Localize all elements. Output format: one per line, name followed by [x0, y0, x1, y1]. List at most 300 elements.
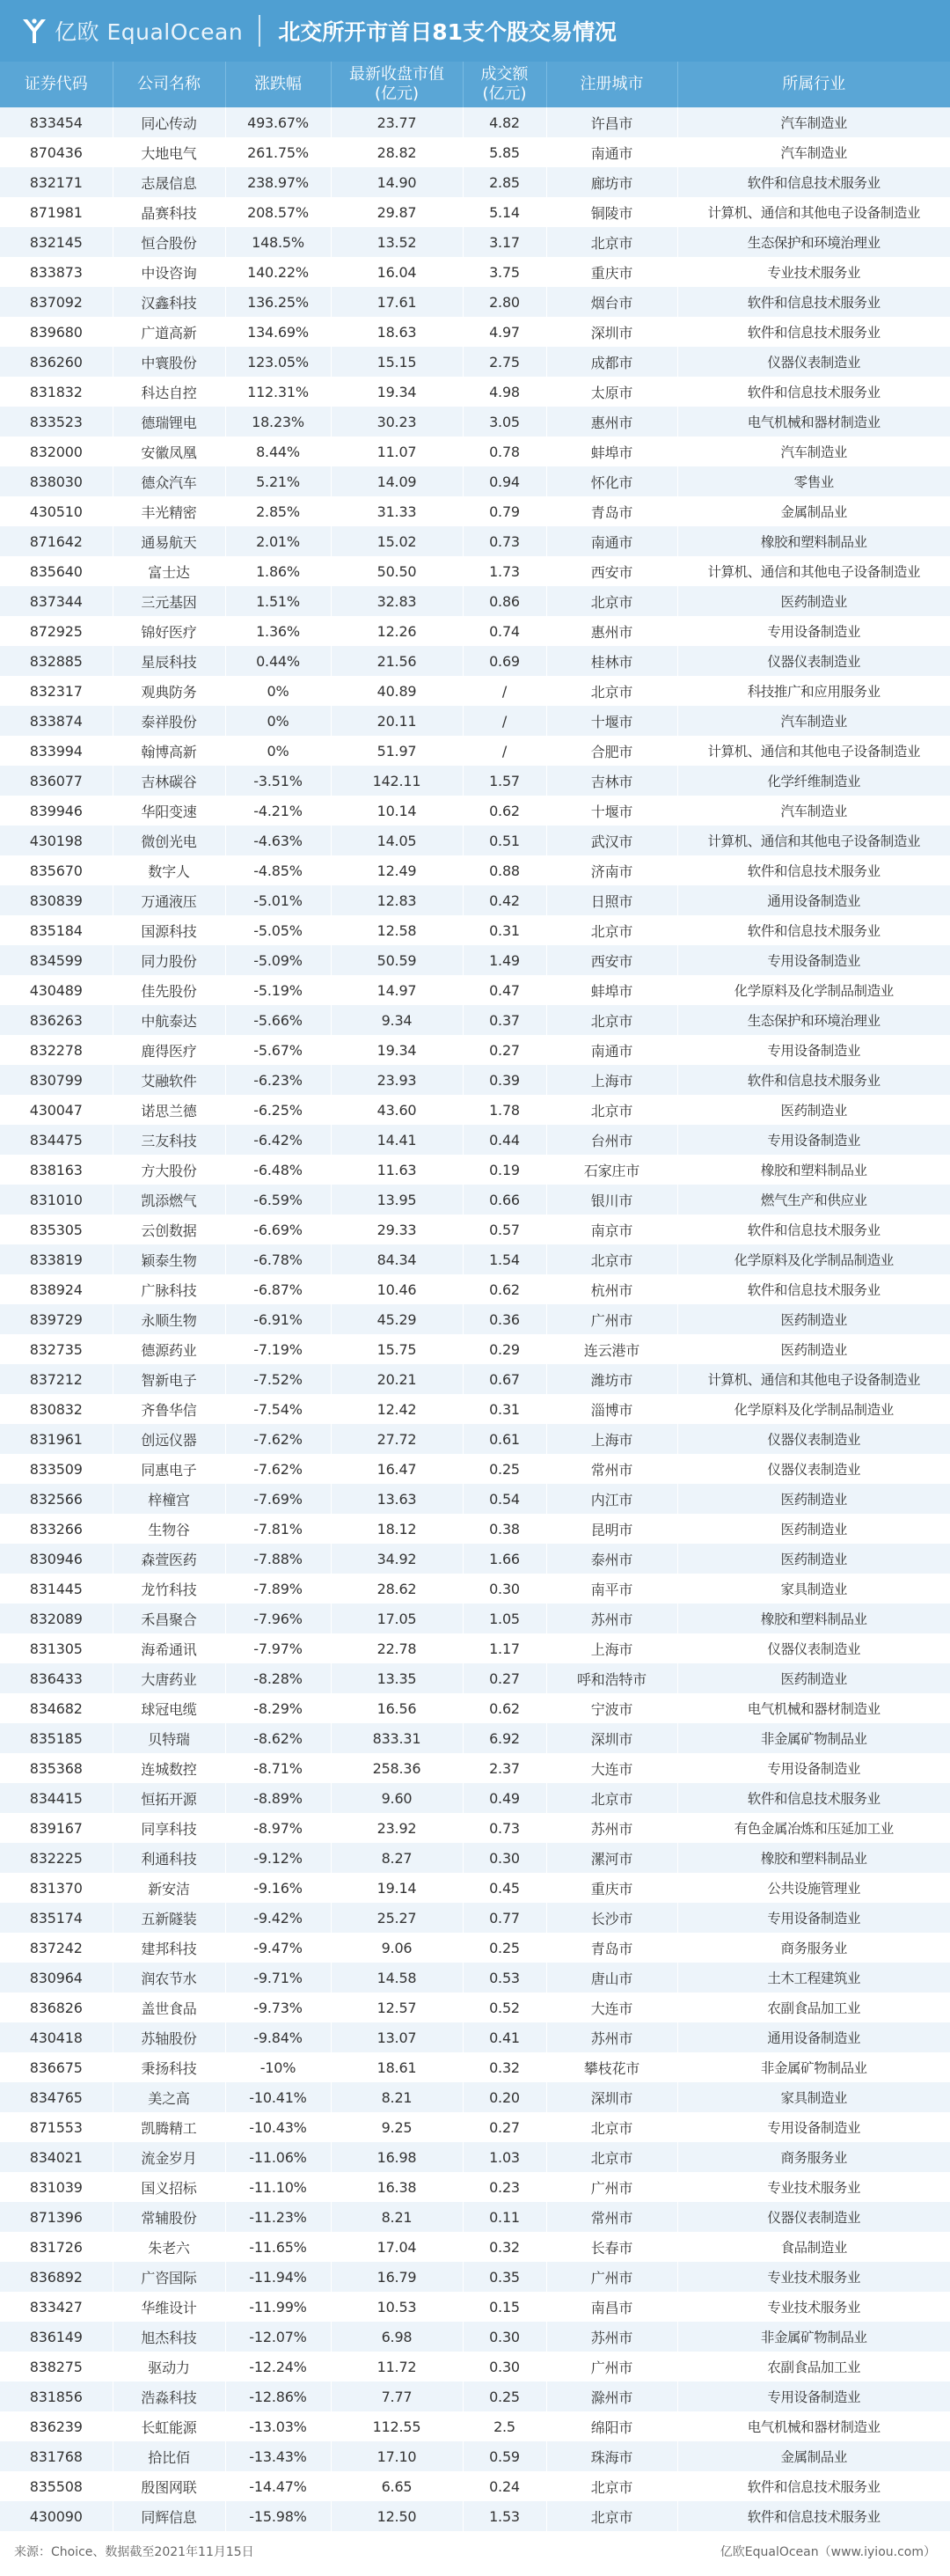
- cell-code: 839680: [0, 317, 113, 347]
- cell-company: 恒合股份: [113, 227, 225, 257]
- cell-company: 凯添燃气: [113, 1185, 225, 1215]
- cell-industry: 专用设备制造业: [677, 1753, 950, 1783]
- cell-company: 苏轴股份: [113, 2022, 225, 2052]
- credit-note: 亿欧EqualOcean（www.iyiou.com）: [720, 2544, 936, 2559]
- cell-turnover: 0.69: [463, 646, 546, 676]
- cell-city: 十堰市: [546, 796, 677, 826]
- cell-industry: 专业技术服务业: [677, 2262, 950, 2292]
- cell-turnover: 2.80: [463, 287, 546, 317]
- cell-industry: 软件和信息技术服务业: [677, 1274, 950, 1304]
- cell-city: 重庆市: [546, 1873, 677, 1903]
- cell-turnover: 0.25: [463, 1454, 546, 1484]
- cell-market-cap: 16.79: [331, 2262, 463, 2292]
- cell-company: 拾比佰: [113, 2441, 225, 2471]
- cell-code: 833509: [0, 1454, 113, 1484]
- title-banner: [0, 0, 950, 62]
- table-row: [0, 137, 950, 167]
- table-row: [0, 1873, 950, 1903]
- cell-market-cap: 14.09: [331, 466, 463, 496]
- cell-company: 连城数控: [113, 1753, 225, 1783]
- cell-code: 831445: [0, 1574, 113, 1604]
- table-row: [0, 2382, 950, 2411]
- cell-city: 青岛市: [546, 496, 677, 526]
- cell-industry: 橡胶和塑料制品业: [677, 526, 950, 556]
- cell-company: 泰祥股份: [113, 706, 225, 736]
- cell-industry: 电气机械和器材制造业: [677, 407, 950, 437]
- table-row: [0, 2441, 950, 2471]
- table-row: [0, 526, 950, 556]
- cell-city: 上海市: [546, 1424, 677, 1454]
- cell-company: 创远仪器: [113, 1424, 225, 1454]
- table-row: [0, 1215, 950, 1244]
- table-row: [0, 437, 950, 466]
- cell-market-cap: 9.25: [331, 2112, 463, 2142]
- cell-change: -6.25%: [225, 1095, 331, 1125]
- cell-change: 123.05%: [225, 347, 331, 377]
- cell-city: 北京市: [546, 2112, 677, 2142]
- cell-turnover: 0.30: [463, 1843, 546, 1873]
- cell-code: 837344: [0, 586, 113, 616]
- cell-city: 台州市: [546, 1125, 677, 1155]
- cell-market-cap: 15.02: [331, 526, 463, 556]
- cell-city: 太原市: [546, 377, 677, 407]
- table-row: [0, 107, 950, 137]
- table-row: [0, 2052, 950, 2082]
- cell-turnover: 0.31: [463, 1394, 546, 1424]
- cell-code: 831039: [0, 2172, 113, 2202]
- cell-code: 835185: [0, 1723, 113, 1753]
- stock-table: [0, 62, 950, 2531]
- table-row: [0, 1783, 950, 1813]
- cell-company: 国义招标: [113, 2172, 225, 2202]
- cell-company: 德源药业: [113, 1334, 225, 1364]
- cell-city: 北京市: [546, 915, 677, 945]
- cell-turnover: 0.27: [463, 2112, 546, 2142]
- cell-market-cap: 22.78: [331, 1633, 463, 1663]
- cell-change: 261.75%: [225, 137, 331, 167]
- cell-market-cap: 28.82: [331, 137, 463, 167]
- cell-turnover: 0.42: [463, 885, 546, 915]
- cell-code: 836149: [0, 2322, 113, 2352]
- table-row: [0, 1394, 950, 1424]
- table-row: [0, 1663, 950, 1693]
- cell-industry: 汽车制造业: [677, 437, 950, 466]
- cell-city: 惠州市: [546, 407, 677, 437]
- cell-city: 铜陵市: [546, 197, 677, 227]
- cell-company: 华维设计: [113, 2292, 225, 2322]
- cell-market-cap: 84.34: [331, 1244, 463, 1274]
- cell-code: 830946: [0, 1544, 113, 1574]
- cell-market-cap: 29.33: [331, 1215, 463, 1244]
- cell-change: 493.67%: [225, 107, 331, 137]
- cell-code: 831768: [0, 2441, 113, 2471]
- cell-industry: 通用设备制造业: [677, 2022, 950, 2052]
- table-row: [0, 1454, 950, 1484]
- cell-change: -5.66%: [225, 1005, 331, 1035]
- cell-industry: 仪器仪表制造业: [677, 347, 950, 377]
- table-row: [0, 1903, 950, 1933]
- cell-change: 136.25%: [225, 287, 331, 317]
- table-row: [0, 1035, 950, 1065]
- cell-company: 广脉科技: [113, 1274, 225, 1304]
- cell-code: 833874: [0, 706, 113, 736]
- table-header-row: [0, 62, 950, 107]
- cell-city: 南通市: [546, 137, 677, 167]
- cell-city: 南通市: [546, 526, 677, 556]
- cell-turnover: 4.97: [463, 317, 546, 347]
- cell-market-cap: 13.35: [331, 1663, 463, 1693]
- cell-turnover: 0.45: [463, 1873, 546, 1903]
- cell-company: 盖世食品: [113, 1993, 225, 2022]
- cell-company: 安徽凤凰: [113, 437, 225, 466]
- cell-city: 常州市: [546, 2202, 677, 2232]
- cell-change: 8.44%: [225, 437, 331, 466]
- cell-code: 835670: [0, 855, 113, 885]
- cell-city: 常州市: [546, 1454, 677, 1484]
- cell-company: 齐鲁华信: [113, 1394, 225, 1424]
- cell-city: 攀枝花市: [546, 2052, 677, 2082]
- cell-turnover: 0.62: [463, 1693, 546, 1723]
- cell-market-cap: 8.21: [331, 2082, 463, 2112]
- cell-city: 南通市: [546, 1035, 677, 1065]
- cell-market-cap: 25.27: [331, 1903, 463, 1933]
- cell-industry: 专用设备制造业: [677, 1125, 950, 1155]
- cell-turnover: 0.15: [463, 2292, 546, 2322]
- cell-company: 海希通讯: [113, 1633, 225, 1663]
- cell-change: 18.23%: [225, 407, 331, 437]
- cell-code: 838030: [0, 466, 113, 496]
- cell-company: 佳先股份: [113, 975, 225, 1005]
- cell-change: -7.81%: [225, 1514, 331, 1544]
- cell-company: 驱动力: [113, 2352, 225, 2382]
- cell-change: -7.62%: [225, 1454, 331, 1484]
- cell-market-cap: 30.23: [331, 407, 463, 437]
- cell-industry: 化学原料及化学制品制造业: [677, 975, 950, 1005]
- cell-market-cap: 16.04: [331, 257, 463, 287]
- table-row: [0, 2322, 950, 2352]
- cell-turnover: 0.29: [463, 1334, 546, 1364]
- cell-turnover: 0.86: [463, 586, 546, 616]
- table-row: [0, 2262, 950, 2292]
- cell-code: 872925: [0, 616, 113, 646]
- cell-code: 871396: [0, 2202, 113, 2232]
- cell-industry: 专用设备制造业: [677, 2112, 950, 2142]
- cell-market-cap: 19.14: [331, 1873, 463, 1903]
- cell-change: 0%: [225, 676, 331, 706]
- table-row: [0, 1065, 950, 1095]
- cell-company: 新安洁: [113, 1873, 225, 1903]
- col-header-change: 涨跌幅: [225, 62, 331, 107]
- table-row: [0, 1633, 950, 1663]
- table-row: [0, 586, 950, 616]
- table-row: [0, 2501, 950, 2531]
- cell-change: -11.23%: [225, 2202, 331, 2232]
- cell-market-cap: 19.34: [331, 1035, 463, 1065]
- cell-code: 830964: [0, 1963, 113, 1993]
- cell-city: 珠海市: [546, 2441, 677, 2471]
- cell-code: 832278: [0, 1035, 113, 1065]
- cell-company: 常辅股份: [113, 2202, 225, 2232]
- cell-company: 龙竹科技: [113, 1574, 225, 1604]
- cell-industry: 专业技术服务业: [677, 2172, 950, 2202]
- cell-change: -5.05%: [225, 915, 331, 945]
- cell-turnover: 0.41: [463, 2022, 546, 2052]
- cell-market-cap: 11.63: [331, 1155, 463, 1185]
- cell-industry: 非金属矿物制品业: [677, 2322, 950, 2352]
- cell-company: 丰光精密: [113, 496, 225, 526]
- cell-company: 禾昌聚合: [113, 1604, 225, 1633]
- cell-industry: 软件和信息技术服务业: [677, 2501, 950, 2531]
- cell-turnover: 0.25: [463, 2382, 546, 2411]
- cell-change: -12.24%: [225, 2352, 331, 2382]
- cell-industry: 医药制造业: [677, 1544, 950, 1574]
- cell-change: -4.85%: [225, 855, 331, 885]
- cell-turnover: 0.27: [463, 1663, 546, 1693]
- cell-company: 晶赛科技: [113, 197, 225, 227]
- table-row: [0, 646, 950, 676]
- cell-industry: 仪器仪表制造业: [677, 1424, 950, 1454]
- cell-company: 鹿得医疗: [113, 1035, 225, 1065]
- cell-market-cap: 15.75: [331, 1334, 463, 1364]
- cell-market-cap: 13.07: [331, 2022, 463, 2052]
- cell-company: 吉林碳谷: [113, 766, 225, 796]
- cell-city: 北京市: [546, 2501, 677, 2531]
- cell-turnover: 2.85: [463, 167, 546, 197]
- cell-industry: 软件和信息技术服务业: [677, 1065, 950, 1095]
- cell-industry: 橡胶和塑料制品业: [677, 1604, 950, 1633]
- cell-market-cap: 29.87: [331, 197, 463, 227]
- cell-turnover: 0.44: [463, 1125, 546, 1155]
- cell-city: 苏州市: [546, 1604, 677, 1633]
- cell-code: 835305: [0, 1215, 113, 1244]
- cell-code: 830839: [0, 885, 113, 915]
- cell-market-cap: 23.92: [331, 1813, 463, 1843]
- cell-turnover: 0.19: [463, 1155, 546, 1185]
- cell-change: -8.29%: [225, 1693, 331, 1723]
- cell-market-cap: 16.98: [331, 2142, 463, 2172]
- cell-turnover: 0.35: [463, 2262, 546, 2292]
- cell-city: 北京市: [546, 586, 677, 616]
- cell-city: 十堰市: [546, 706, 677, 736]
- table-row: [0, 1095, 950, 1125]
- cell-code: 870436: [0, 137, 113, 167]
- cell-industry: 金属制品业: [677, 496, 950, 526]
- cell-code: 835508: [0, 2471, 113, 2501]
- cell-company: 华阳变速: [113, 796, 225, 826]
- cell-industry: 计算机、通信和其他电子设备制造业: [677, 736, 950, 766]
- table-row: [0, 676, 950, 706]
- cell-city: 唐山市: [546, 1963, 677, 1993]
- cell-company: 润农节水: [113, 1963, 225, 1993]
- cell-code: 835184: [0, 915, 113, 945]
- cell-company: 建邦科技: [113, 1933, 225, 1963]
- cell-company: 星辰科技: [113, 646, 225, 676]
- cell-change: -7.88%: [225, 1544, 331, 1574]
- cell-change: -3.51%: [225, 766, 331, 796]
- cell-market-cap: 112.55: [331, 2411, 463, 2441]
- cell-change: -12.07%: [225, 2322, 331, 2352]
- cell-city: 南平市: [546, 1574, 677, 1604]
- cell-industry: 食品制造业: [677, 2232, 950, 2262]
- cell-change: -8.62%: [225, 1723, 331, 1753]
- cell-turnover: 0.88: [463, 855, 546, 885]
- cell-city: 银川市: [546, 1185, 677, 1215]
- cell-change: -4.21%: [225, 796, 331, 826]
- cell-turnover: 1.54: [463, 1244, 546, 1274]
- table-row: [0, 347, 950, 377]
- cell-industry: 医药制造业: [677, 586, 950, 616]
- table-row: [0, 167, 950, 197]
- table-row: [0, 1244, 950, 1274]
- cell-city: 滁州市: [546, 2382, 677, 2411]
- cell-market-cap: 19.34: [331, 377, 463, 407]
- cell-turnover: 0.57: [463, 1215, 546, 1244]
- col-header-name: 公司名称: [113, 62, 225, 107]
- cell-company: 汉鑫科技: [113, 287, 225, 317]
- cell-code: 835174: [0, 1903, 113, 1933]
- cell-code: 832317: [0, 676, 113, 706]
- cell-market-cap: 13.52: [331, 227, 463, 257]
- cell-turnover: 1.49: [463, 945, 546, 975]
- cell-industry: 汽车制造业: [677, 137, 950, 167]
- cell-industry: 专用设备制造业: [677, 1035, 950, 1065]
- cell-market-cap: 45.29: [331, 1304, 463, 1334]
- table-row: [0, 2142, 950, 2172]
- cell-code: 833427: [0, 2292, 113, 2322]
- table-row: [0, 197, 950, 227]
- cell-change: -4.63%: [225, 826, 331, 855]
- cell-company: 诺思兰德: [113, 1095, 225, 1125]
- cell-turnover: 0.24: [463, 2471, 546, 2501]
- table-row: [0, 2202, 950, 2232]
- cell-turnover: 0.36: [463, 1304, 546, 1334]
- table-row: [0, 1813, 950, 1843]
- cell-market-cap: 28.62: [331, 1574, 463, 1604]
- cell-industry: 零售业: [677, 466, 950, 496]
- cell-code: 832089: [0, 1604, 113, 1633]
- cell-change: -7.97%: [225, 1633, 331, 1663]
- cell-market-cap: 17.61: [331, 287, 463, 317]
- cell-company: 方大股份: [113, 1155, 225, 1185]
- cell-market-cap: 50.59: [331, 945, 463, 975]
- cell-city: 蚌埠市: [546, 975, 677, 1005]
- cell-code: 430510: [0, 496, 113, 526]
- cell-company: 三友科技: [113, 1125, 225, 1155]
- cell-company: 颖泰生物: [113, 1244, 225, 1274]
- cell-turnover: 1.05: [463, 1604, 546, 1633]
- cell-company: 三元基因: [113, 586, 225, 616]
- cell-code: 831961: [0, 1424, 113, 1454]
- cell-turnover: 0.66: [463, 1185, 546, 1215]
- cell-market-cap: 18.61: [331, 2052, 463, 2082]
- cell-change: -7.19%: [225, 1334, 331, 1364]
- col-header-market-cap: 最新收盘市值 (亿元): [331, 62, 463, 107]
- cell-city: 苏州市: [546, 1813, 677, 1843]
- cell-market-cap: 50.50: [331, 556, 463, 586]
- cell-industry: 化学纤维制造业: [677, 766, 950, 796]
- cell-turnover: 0.51: [463, 826, 546, 855]
- cell-industry: 化学原料及化学制品制造业: [677, 1244, 950, 1274]
- cell-turnover: 0.27: [463, 1035, 546, 1065]
- cell-company: 永顺生物: [113, 1304, 225, 1334]
- cell-market-cap: 51.97: [331, 736, 463, 766]
- cell-city: 怀化市: [546, 466, 677, 496]
- cell-turnover: 1.17: [463, 1633, 546, 1663]
- cell-turnover: 1.78: [463, 1095, 546, 1125]
- cell-city: 大连市: [546, 1753, 677, 1783]
- cell-industry: 金属制品业: [677, 2441, 950, 2471]
- table-row: [0, 975, 950, 1005]
- cell-turnover: 0.30: [463, 2322, 546, 2352]
- cell-change: -9.16%: [225, 1873, 331, 1903]
- cell-change: -13.03%: [225, 2411, 331, 2441]
- cell-city: 北京市: [546, 1005, 677, 1035]
- cell-market-cap: 12.42: [331, 1394, 463, 1424]
- equalocean-logo-icon: [19, 16, 49, 46]
- cell-market-cap: 17.04: [331, 2232, 463, 2262]
- cell-industry: 仪器仪表制造业: [677, 646, 950, 676]
- cell-city: 呼和浩特市: [546, 1663, 677, 1693]
- cell-industry: 电气机械和器材制造业: [677, 2411, 950, 2441]
- cell-company: 同心传动: [113, 107, 225, 137]
- table-row: [0, 1963, 950, 1993]
- cell-company: 观典防务: [113, 676, 225, 706]
- cell-change: 0%: [225, 706, 331, 736]
- cell-code: 835368: [0, 1753, 113, 1783]
- cell-code: 830799: [0, 1065, 113, 1095]
- cell-code: 839946: [0, 796, 113, 826]
- cell-city: 蚌埠市: [546, 437, 677, 466]
- cell-code: 836826: [0, 1993, 113, 2022]
- cell-turnover: 0.20: [463, 2082, 546, 2112]
- table-row: [0, 1334, 950, 1364]
- cell-market-cap: 27.72: [331, 1424, 463, 1454]
- cell-industry: 农副食品加工业: [677, 1993, 950, 2022]
- table-row: [0, 1274, 950, 1304]
- cell-industry: 家具制造业: [677, 2082, 950, 2112]
- cell-market-cap: 13.63: [331, 1484, 463, 1514]
- cell-market-cap: 10.53: [331, 2292, 463, 2322]
- cell-turnover: 0.25: [463, 1933, 546, 1963]
- cell-industry: 医药制造业: [677, 1304, 950, 1334]
- cell-industry: 专业技术服务业: [677, 2292, 950, 2322]
- cell-market-cap: 15.15: [331, 347, 463, 377]
- col-header-city: 注册城市: [546, 62, 677, 107]
- cell-code: 831010: [0, 1185, 113, 1215]
- cell-turnover: 0.73: [463, 1813, 546, 1843]
- cell-change: 208.57%: [225, 197, 331, 227]
- cell-company: 大唐药业: [113, 1663, 225, 1693]
- cell-change: -14.47%: [225, 2471, 331, 2501]
- cell-change: -7.96%: [225, 1604, 331, 1633]
- cell-company: 翰博高新: [113, 736, 225, 766]
- cell-code: 430418: [0, 2022, 113, 2052]
- cell-code: 831856: [0, 2382, 113, 2411]
- cell-city: 青岛市: [546, 1933, 677, 1963]
- table-row: [0, 2292, 950, 2322]
- cell-industry: 医药制造业: [677, 1514, 950, 1544]
- source-note: 来源：Choice、数据截至2021年11月15日: [14, 2544, 254, 2559]
- cell-change: 2.85%: [225, 496, 331, 526]
- cell-city: 大连市: [546, 1993, 677, 2022]
- cell-company: 大地电气: [113, 137, 225, 167]
- cell-code: 833266: [0, 1514, 113, 1544]
- cell-change: -9.47%: [225, 1933, 331, 1963]
- cell-change: -5.01%: [225, 885, 331, 915]
- cell-change: -9.71%: [225, 1963, 331, 1993]
- cell-turnover: 0.52: [463, 1993, 546, 2022]
- cell-industry: 汽车制造业: [677, 796, 950, 826]
